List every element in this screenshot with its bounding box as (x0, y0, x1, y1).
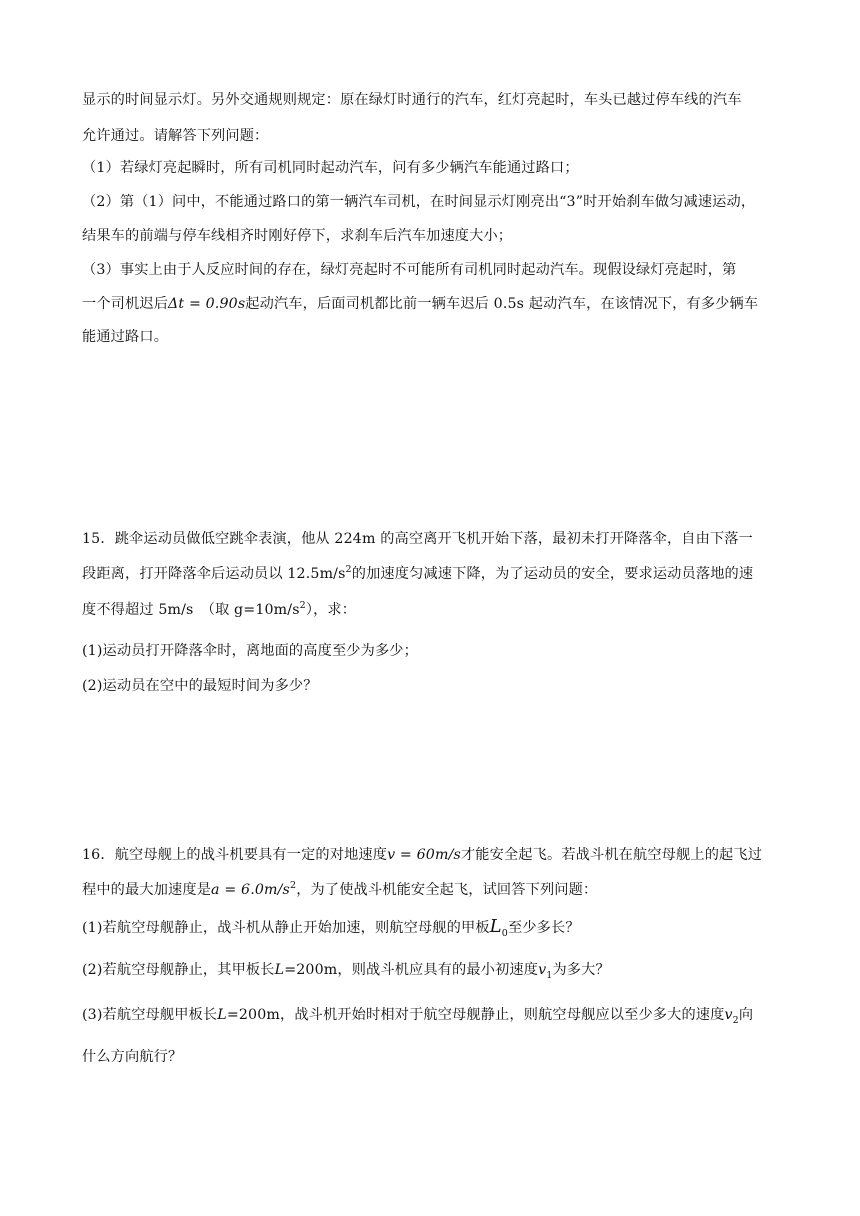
q16-sub2-var-v: v (538, 962, 547, 978)
q15-sub2: (2)运动员在空中的最短时间为多少？ (82, 678, 318, 694)
q14-part3-line2-start: 一个司机迟后 (82, 296, 169, 312)
q16-sub2-mid: =200m，则战斗机应具有的最小初速度 (284, 962, 539, 978)
q16-line2-start: 程中的最大加速度是 (82, 882, 212, 898)
q16-sub3-var-v: v (724, 1007, 733, 1023)
q16-velocity-formula: v = 60m/s (387, 847, 461, 863)
q16-sub2-var-l: L (274, 962, 285, 978)
q15-line3 (82, 600, 782, 620)
q16-line2-superscript: 2 (290, 880, 297, 892)
q15-line3-start: 度不得超过 5m/s （取 g=10m/s (82, 602, 300, 618)
q16-sub3-mid: =200m，战斗机开始时相对于航空母舰静止，则航空母舰应以至少多大的速度 (226, 1007, 725, 1023)
q15-line2-superscript: 2 (345, 564, 352, 576)
q14-intro-line2: 允许通过。请解答下列问题： (82, 128, 269, 144)
q16-sub3-subscript: 2 (732, 1014, 739, 1025)
q16-line1-start: 16．航空母舰上的战斗机要具有一定的对地速度 (82, 847, 388, 863)
q16-acceleration-formula: a = 6.0m/s (211, 882, 290, 898)
q16-sub2-end: 为多大？ (552, 962, 610, 978)
q14-part1: （1）若绿灯亮起瞬时，所有司机同时起动汽车，问有多少辆汽车能通过路口； (82, 160, 579, 176)
q14-part3-line2 (82, 294, 782, 314)
q16-line2-end: ，为了使战斗机能安全起飞，试回答下列问题： (296, 882, 598, 898)
q16-sub1-start: (1)若航空母舰静止，战斗机从静止开始加速，则航空母舰的甲板 (82, 920, 490, 936)
q16-sub2-subscript: 1 (546, 969, 553, 980)
q14-intro-line1: 显示的时间显示灯。另外交通规则规定：原在绿灯时通行的汽车，红灯亮起时，车头已越过停车线的汽车 (82, 92, 742, 108)
q16-line1 (82, 845, 782, 865)
q14-part2-line2: 结果车的前端与停车线相齐时刚好停下，求刹车后汽车加速度大小； (82, 228, 513, 244)
q16-line2 (82, 880, 782, 900)
q16-sub3-var-l: L (217, 1007, 227, 1023)
q15-line1: 15．跳伞运动员做低空跳伞表演，他从 224m 的高空离开飞机开始下落，最初未打开降落伞，自由下落一 (82, 531, 753, 547)
q14-part3-line3: 能通过路口。 (82, 329, 169, 345)
q16-sub2-start: (2)若航空母舰静止，其甲板长 (82, 962, 275, 978)
q16-line1-end: 才能安全起飞。若战斗机在航空母舰上的起飞过 (460, 847, 763, 863)
q14-part3-line2-end: 起动汽车，后面司机都比前一辆车迟后 0.5s 起动汽车，在该情况下，有多少辆车 (245, 296, 759, 312)
q16-sub1-var-l: L (489, 917, 502, 937)
q14-delta-t-formula: Δt = 0.90s (168, 296, 246, 312)
q15-sub1: (1)运动员打开降落伞时，离地面的高度至少为多少； (82, 643, 418, 659)
q16-sub3-end: 向 (738, 1007, 754, 1023)
q16-sub1-subscript: 0 (501, 927, 508, 938)
q15-line3-end: ），求： (305, 602, 357, 618)
q15-line3-superscript: 2 (299, 600, 306, 612)
q15-line2-start: 段距离，打开降落伞后运动员以 12.5m/s (82, 566, 346, 582)
q16-sub3-start: (3)若航空母舰甲板长 (82, 1007, 218, 1023)
q15-line2 (82, 564, 782, 584)
q16-sub3-line1 (82, 1005, 782, 1025)
q15-line2-end: 的加速度匀减速下降，为了运动员的安全，要求运动员落地的速 (351, 566, 754, 582)
q14-part2-line1: （2）第（1）问中，不能通过路口的第一辆汽车司机，在时间显示灯刚亮出“3”时开始刹车做匀减速运动， (82, 194, 756, 210)
q14-part3-line1: （3）事实上由于人反应时间的存在，绿灯亮起时不可能所有司机同时起动汽车。现假设绿灯亮起时，第 (82, 262, 737, 278)
q16-sub2 (82, 960, 782, 980)
q16-sub1 (82, 917, 782, 938)
q16-sub3-line2: 什么方向航行？ (82, 1049, 183, 1065)
q16-sub1-end: 至少多长？ (507, 920, 580, 936)
